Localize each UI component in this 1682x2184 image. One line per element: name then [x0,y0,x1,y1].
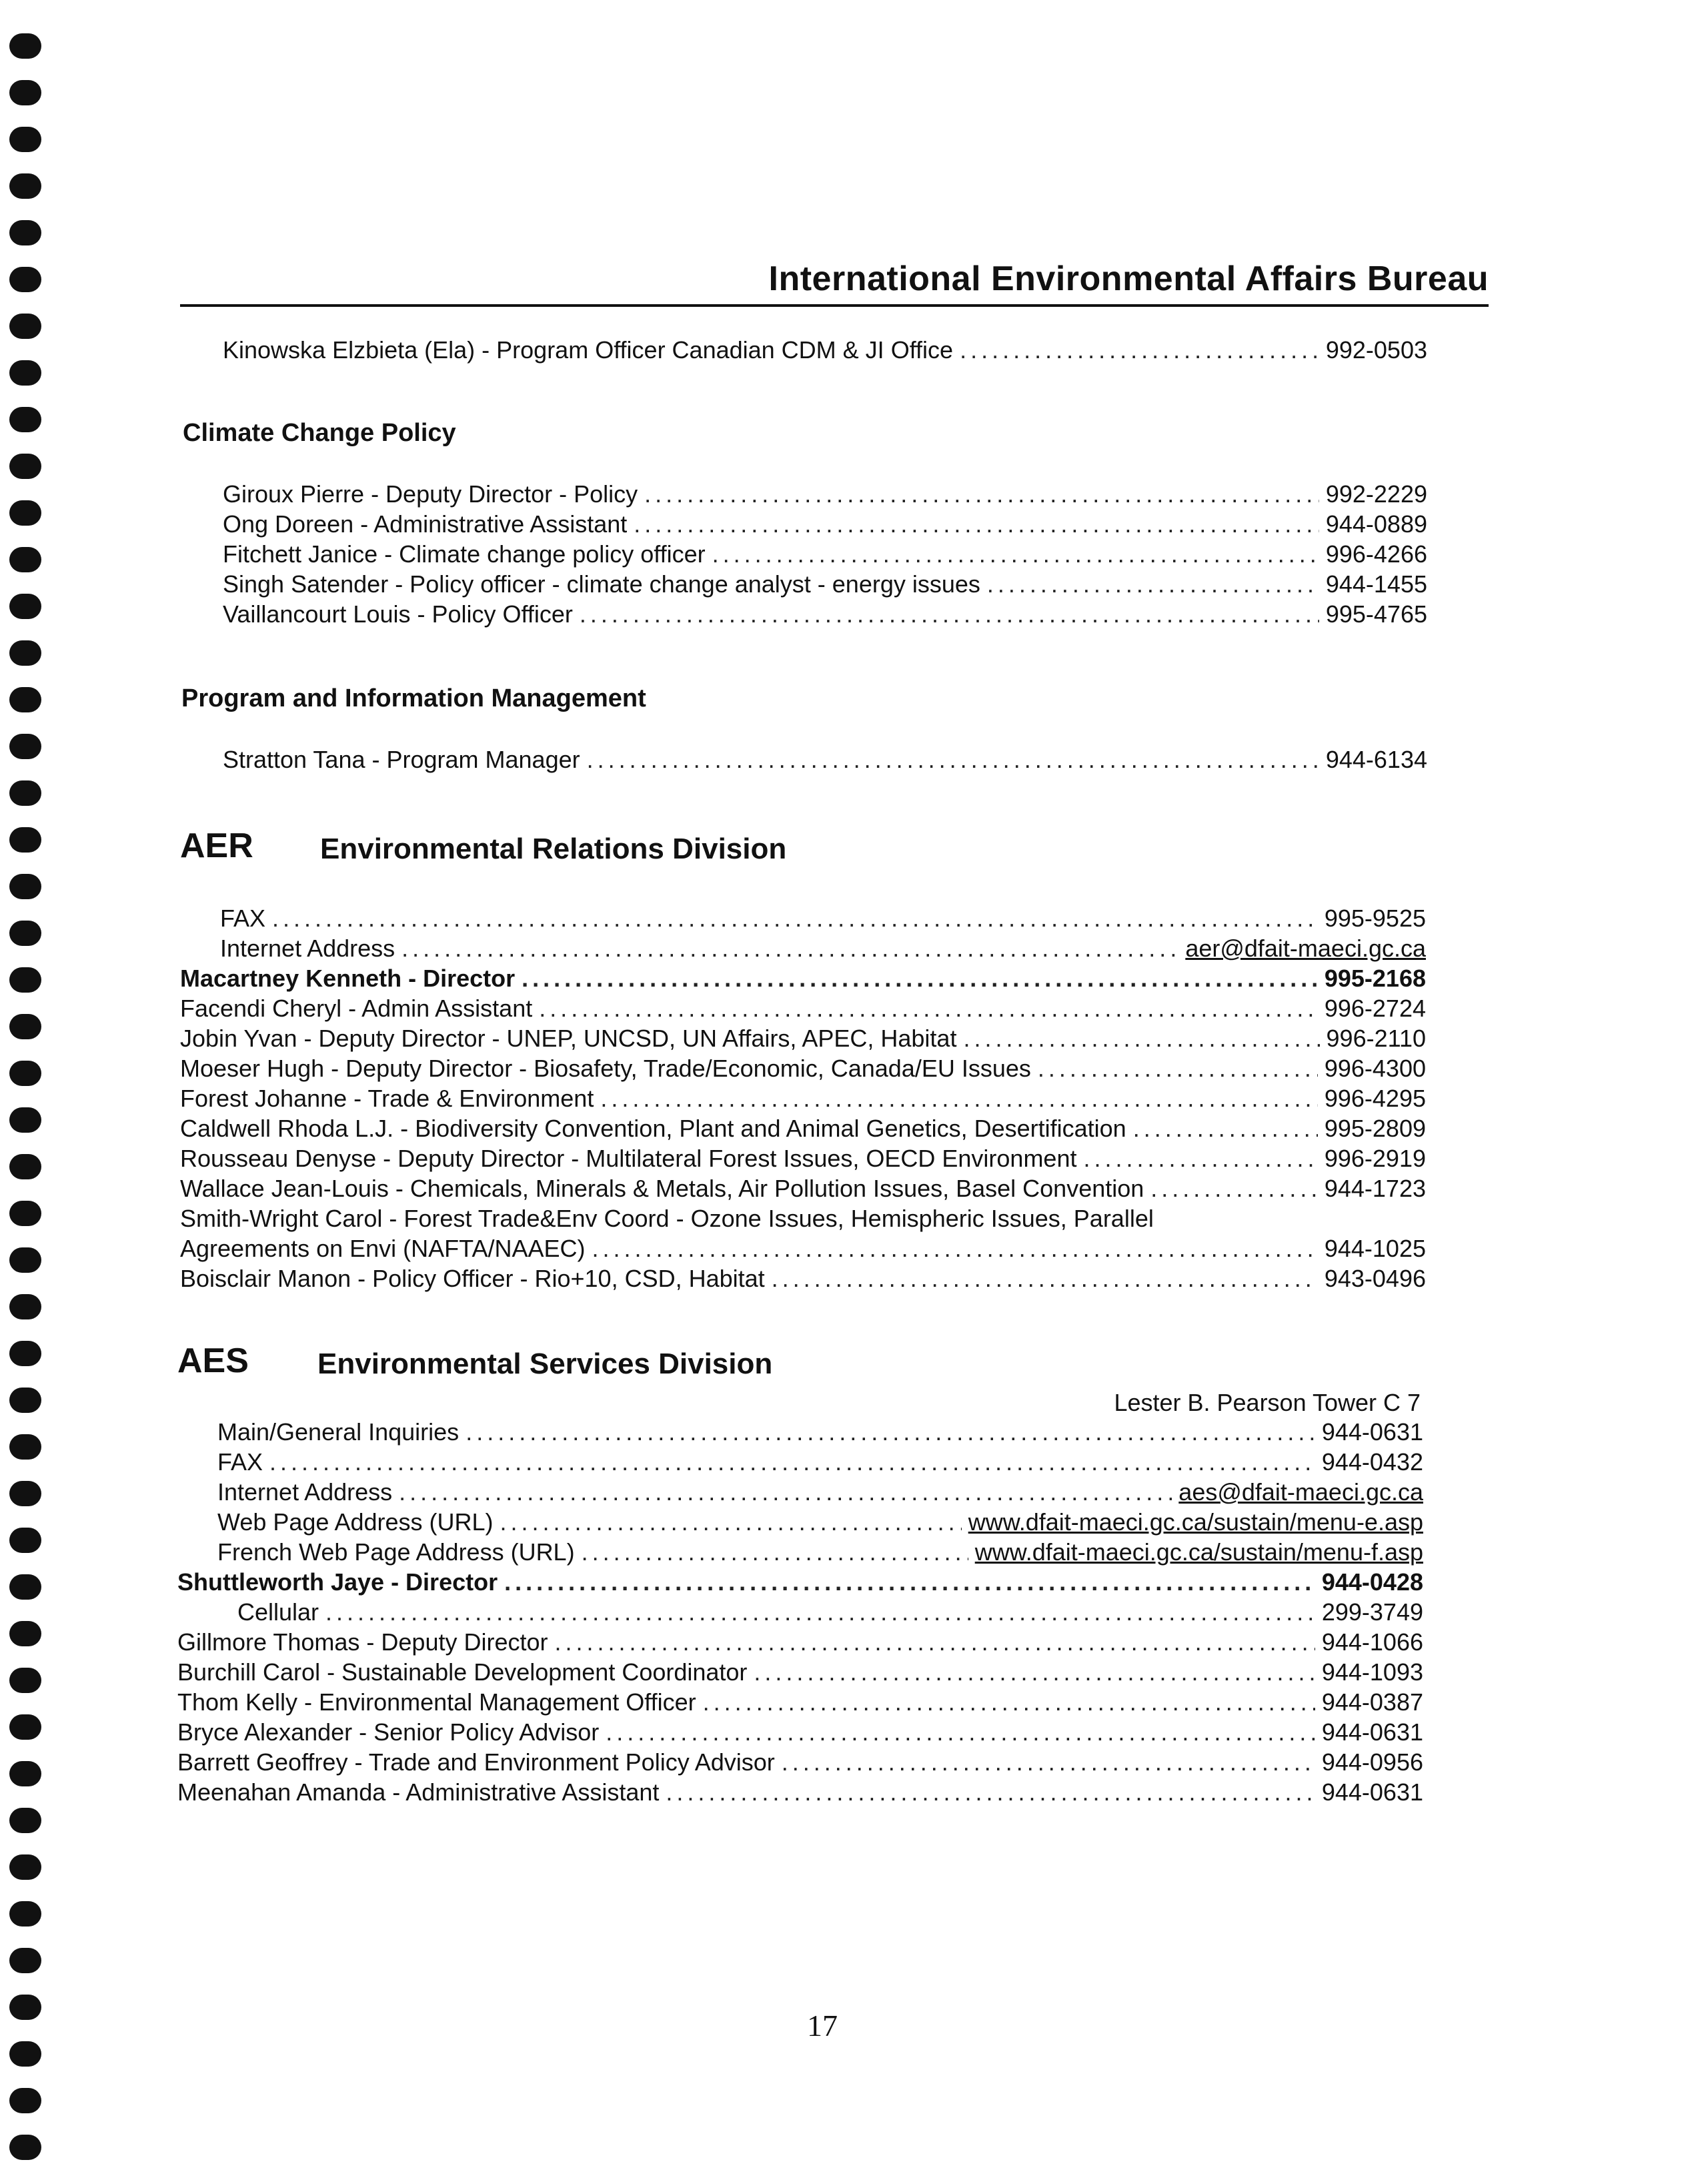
phone-number: 944-0631 [1321,1778,1423,1806]
entry-label: Fitchett Janice - Climate change policy officer [223,540,706,568]
entry-label: Forest Johanne - Trade & Environment [180,1085,594,1112]
binding-hole [9,1107,41,1133]
entry-label: Meenahan Amanda - Administrative Assistant [177,1778,660,1806]
directory-entry [217,1448,1423,1479]
dot-leader [580,600,1319,628]
dot-leader [772,1265,1318,1293]
dot-leader [600,1085,1318,1113]
binding-hole [9,220,41,245]
dot-leader [325,1598,1315,1626]
dot-leader [539,995,1318,1023]
binding-hole [9,1247,41,1273]
binding-hole [9,1668,41,1693]
phone-number: 995-4765 [1325,600,1427,628]
entry-label: Bryce Alexander - Senior Policy Advisor [177,1718,600,1746]
phone-number: 943-0496 [1324,1265,1426,1292]
entry-label: Moeser Hugh - Deputy Director - Biosafety, Trade/Economic, Canada/EU Issues [180,1055,1031,1082]
phone-number: 996-2110 [1326,1025,1426,1052]
binding-hole [9,1808,41,1833]
dot-leader [1150,1175,1318,1203]
dot-leader [606,1718,1315,1746]
dot-leader [712,540,1319,568]
binding-hole [9,967,41,993]
entry-label: Internet Address [220,935,395,962]
binding-hole [9,407,41,432]
entry-label: Cellular [237,1598,319,1626]
entry-label: Wallace Jean-Louis - Chemicals, Minerals & Metals, Air Pollution Issues, Basel Convention [180,1175,1144,1202]
directory-entry [177,1568,1423,1599]
binding-hole [9,314,41,339]
binding-hole [9,1854,41,1880]
dot-leader [666,1778,1315,1806]
binding-hole [9,734,41,759]
binding-hole [9,780,41,806]
dot-leader [960,336,1319,364]
binding-hole [9,267,41,292]
division-heading [177,1341,911,1384]
binding-hole [9,1388,41,1413]
binding-hole [9,33,41,59]
dot-leader [399,1478,1172,1506]
binding-hole [9,921,41,946]
phone-number: 995-2168 [1324,965,1426,992]
phone-number: 944-0387 [1321,1688,1423,1716]
entry-label-line: Smith-Wright Carol - Forest Trade&Env Coord - Ozone Issues, Hemispheric Issues, Parallel [180,1205,1154,1232]
directory-entry [223,600,1427,631]
directory-entry [180,1145,1426,1175]
dot-leader [987,570,1319,598]
phone-number: 944-1093 [1321,1658,1423,1686]
entry-label: FAX [217,1448,263,1476]
entry-label: Ong Doreen - Administrative Assistant [223,510,628,538]
division-location: Lester B. Pearson Tower C 7 [1114,1389,1421,1416]
dot-leader [269,1448,1315,1476]
phone-number: 996-2724 [1324,995,1426,1022]
entry-label: Thom Kelly - Environmental Management Officer [177,1688,696,1716]
binding-hole [9,1061,41,1086]
binding-hole [9,1714,41,1740]
phone-number: 996-2919 [1324,1145,1426,1172]
phone-number: 944-0428 [1321,1568,1423,1596]
directory-entry [177,1628,1423,1659]
email-link[interactable]: aer@dfait-maeci.gc.ca [1185,935,1426,962]
entry-label: Jobin Yvan - Deputy Director - UNEP, UNCSD, UN Affairs, APEC, Habitat [180,1025,957,1052]
binding-hole [9,127,41,152]
entry-label: Boisclair Manon - Policy Officer - Rio+10, CSD, Habitat [180,1265,765,1292]
dot-leader [782,1748,1315,1776]
dot-leader [644,480,1319,508]
binding-hole [9,1574,41,1600]
section-title: Climate Change Policy [183,419,456,447]
entry-label: Barrett Geoffrey - Trade and Environment Policy Advisor [177,1748,775,1776]
binding-hole [9,1341,41,1366]
phone-number: 995-2809 [1324,1115,1426,1142]
binding-hole [9,80,41,105]
binding-hole [9,1294,41,1319]
directory-entry [223,510,1427,541]
directory-entry [180,1025,1426,1055]
binding-hole [9,1621,41,1646]
directory-entry [237,1598,1423,1629]
division-code: AER [180,827,253,865]
email-link[interactable]: aes@dfait-maeci.gc.ca [1178,1478,1423,1506]
phone-number: 996-4300 [1324,1055,1426,1082]
dot-leader [582,1538,968,1566]
entry-label: Facendi Cheryl - Admin Assistant [180,995,533,1022]
directory-entry [180,1235,1426,1265]
binding-hole [9,1948,41,1973]
dot-leader [1133,1115,1318,1143]
section-title: Program and Information Management [181,684,646,712]
phone-number: 944-0631 [1321,1418,1423,1446]
dot-leader [1038,1055,1318,1083]
directory-entry [220,935,1426,965]
phone-number: 992-2229 [1325,480,1427,508]
binding-hole [9,360,41,386]
directory-entry [177,1688,1423,1719]
dot-leader [587,746,1319,774]
entry-label: Vaillancourt Louis - Policy Officer [223,600,573,628]
fax-number: 995-9525 [1324,905,1426,932]
dot-leader [963,1025,1319,1053]
binding-hole [9,1154,41,1179]
binding-hole [9,687,41,712]
entry-label: FAX [220,905,266,932]
page-header [180,261,1489,307]
directory-entry [217,1508,1423,1539]
dot-leader [634,510,1319,538]
division-code: AES [177,1341,249,1380]
binding-hole [9,2088,41,2113]
binding-hole [9,1481,41,1506]
entry-label: Main/General Inquiries [217,1418,460,1446]
directory-entry [217,1418,1423,1449]
phone-number: 996-4266 [1325,540,1427,568]
page-title: International Environmental Affairs Bureau [768,259,1489,298]
entry-label: Giroux Pierre - Deputy Director - Policy [223,480,638,508]
phone-number: 944-1723 [1324,1175,1426,1202]
phone-number: 299-3749 [1321,1598,1423,1626]
binding-hole [9,2135,41,2160]
entry-label: Gillmore Thomas - Deputy Director [177,1628,548,1656]
directory-entry [180,965,1426,995]
directory-entry [217,1478,1423,1509]
directory-entry [180,995,1426,1025]
dot-leader [401,935,1178,963]
entry-label: Web Page Address (URL) [217,1508,494,1536]
dot-leader [272,905,1318,933]
binding-hole [9,1901,41,1927]
directory-entry [177,1748,1423,1779]
entry-label: Agreements on Envi (NAFTA/NAAEC) [180,1235,586,1262]
entry-label: Caldwell Rhoda L.J. - Biodiversity Convention, Plant and Animal Genetics, Desertification [180,1115,1126,1142]
binding-hole [9,1761,41,1786]
web-link[interactable]: www.dfait-maeci.gc.ca/sustain/menu-f.asp [974,1538,1423,1566]
dot-leader [466,1418,1315,1446]
directory-entry [223,336,1427,367]
directory-entry [223,540,1427,571]
binding-hole [9,2041,41,2067]
phone-number: 944-0956 [1321,1748,1423,1776]
phone-number: 996-4295 [1324,1085,1426,1112]
division-name: Environmental Services Division [317,1347,773,1380]
dot-leader [592,1235,1318,1263]
dot-leader [703,1688,1315,1716]
phone-number: 944-0631 [1321,1718,1423,1746]
binding-hole [9,1995,41,2020]
phone-number: 992-0503 [1325,336,1427,364]
directory-entry [223,480,1427,511]
directory-entry [180,1265,1426,1295]
binding-hole [9,1201,41,1226]
phone-number: 944-1455 [1325,570,1427,598]
dot-leader [500,1508,962,1536]
entry-label: Shuttleworth Jaye - Director [177,1568,498,1596]
dot-leader [555,1628,1315,1656]
binding-hole [9,173,41,199]
fax-number: 944-0432 [1321,1448,1423,1476]
phone-number: 944-6134 [1325,746,1427,773]
binding-holes [9,20,56,2175]
directory-entry [180,1175,1426,1205]
entry-label: Stratton Tana - Program Manager [223,746,580,773]
binding-hole [9,874,41,899]
directory-entry [177,1778,1423,1809]
binding-hole [9,1434,41,1460]
directory-entry [177,1658,1423,1689]
page-number: 17 [807,2009,838,2043]
binding-hole [9,547,41,572]
binding-hole [9,594,41,619]
division-heading [180,826,914,869]
division-name: Environmental Relations Division [320,833,787,865]
directory-entry [220,905,1426,935]
phone-number: 944-1025 [1324,1235,1426,1262]
directory-entry [177,1718,1423,1749]
binding-hole [9,640,41,666]
binding-hole [9,1014,41,1039]
binding-hole [9,827,41,853]
dot-leader [522,965,1318,993]
entry-label: Singh Satender - Policy officer - climate change analyst - energy issues [223,570,980,598]
binding-hole [9,500,41,526]
binding-hole [9,454,41,479]
phone-number: 944-0889 [1325,510,1427,538]
phone-number: 944-1066 [1321,1628,1423,1656]
entry-label: Rousseau Denyse - Deputy Director - Multilateral Forest Issues, OECD Environment [180,1145,1077,1172]
dot-leader [504,1568,1315,1596]
directory-entry [180,1055,1426,1085]
directory-entry [223,746,1427,776]
dot-leader [754,1658,1315,1686]
web-link[interactable]: www.dfait-maeci.gc.ca/sustain/menu-e.asp [968,1508,1423,1536]
entry-label: French Web Page Address (URL) [217,1538,575,1566]
binding-hole [9,1528,41,1553]
directory-entry [180,1085,1426,1115]
entry-label: Internet Address [217,1478,393,1506]
entry-label: Kinowska Elzbieta (Ela) - Program Officer Canadian CDM & JI Office [223,336,954,364]
directory-entry [223,570,1427,601]
directory-entry [217,1538,1423,1569]
entry-label: Macartney Kenneth - Director [180,965,516,992]
dot-leader [1083,1145,1317,1173]
directory-entry [180,1115,1426,1145]
entry-label: Burchill Carol - Sustainable Development Coordinator [177,1658,748,1686]
